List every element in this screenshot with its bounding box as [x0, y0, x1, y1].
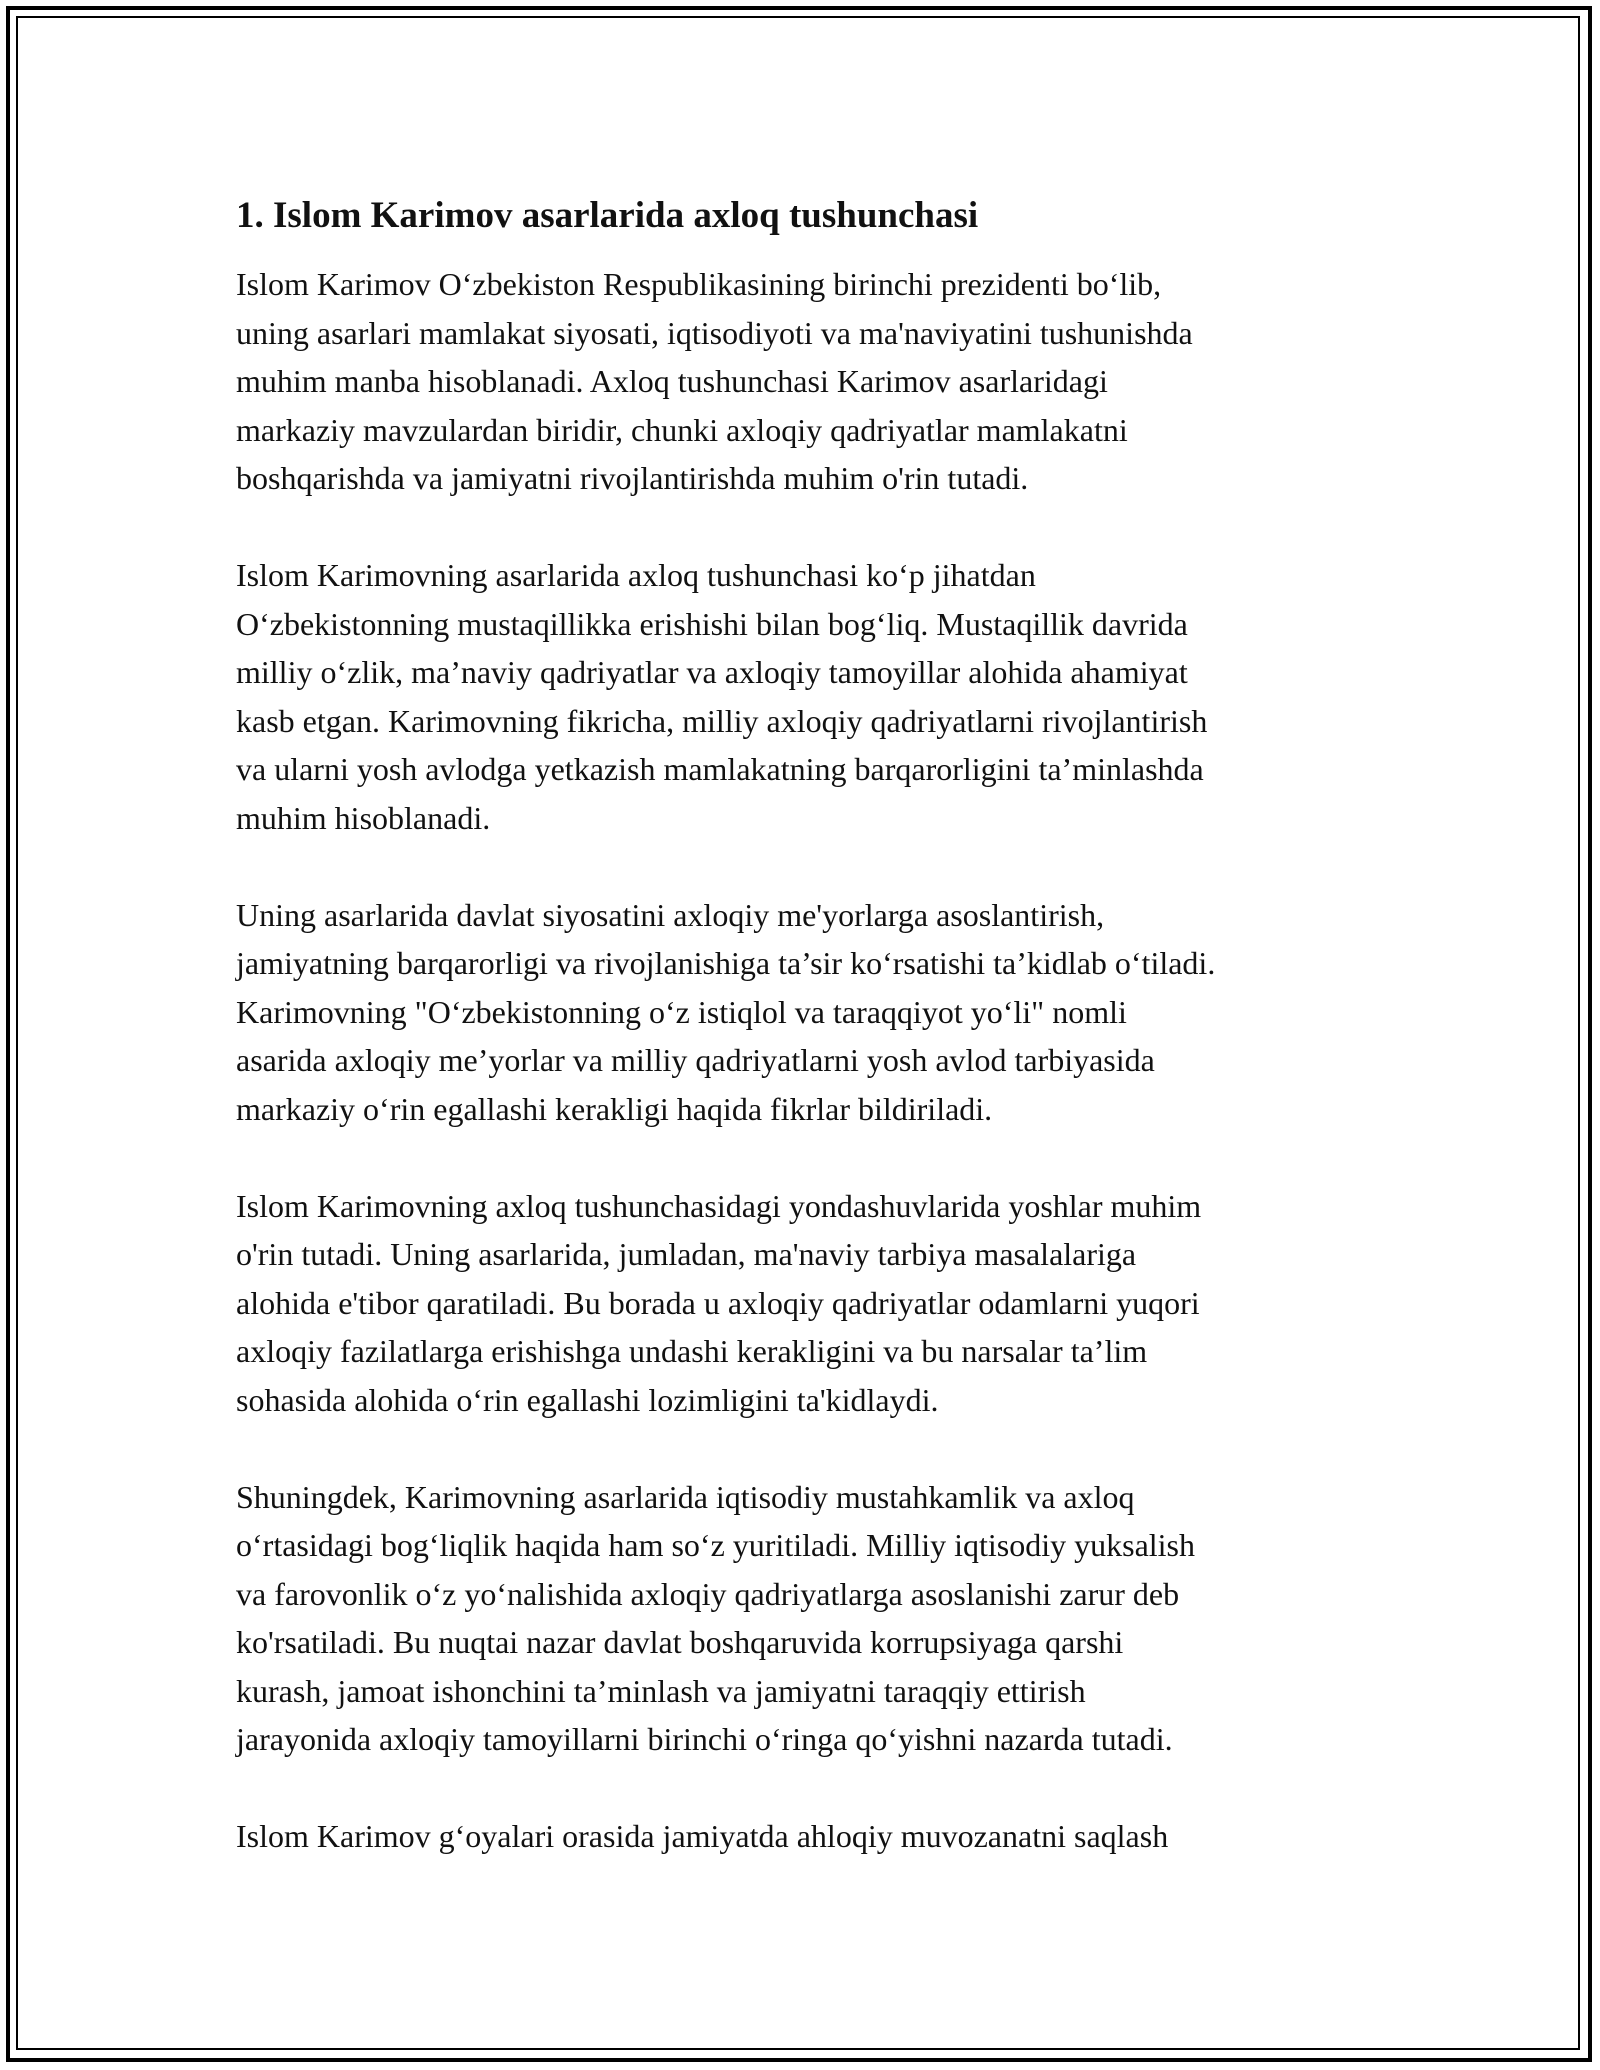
text-line: asarida axloqiy me’yorlar va milliy qadriyatlarni yosh avlod tarbiyasida	[236, 1042, 1155, 1078]
text-line: Shuningdek, Karimovning asarlarida iqtisodiy mustahkamlik va axloq	[236, 1478, 1135, 1515]
section-heading: 1. Islom Karimov asarlarida axloq tushunchasi	[236, 195, 979, 236]
text-line: Islom Karimov O‘zbekiston Respublikasining birinchi prezidenti bo‘lib,	[236, 266, 1162, 302]
text-line: markaziy mavzulardan biridir, chunki axloqiy qadriyatlar mamlakatni	[236, 411, 1128, 448]
text-line: Islom Karimovning asarlarida axloq tushunchasi ko‘p jihatdan	[236, 557, 1036, 593]
text-line: O‘zbekistonning mustaqillikka erishishi bilan bog‘liq. Mustaqillik davrida	[236, 605, 1188, 642]
text-line: Uning asarlarida davlat siyosatini axloqiy me'yorlarga asoslantirish,	[236, 896, 1105, 933]
paragraph-5	[236, 1473, 1376, 1764]
paragraph-6	[236, 1812, 1376, 1861]
text-line: alohida e'tibor qaratiladi. Bu borada u axloqiy qadriyatlar odamlarni yuqori	[236, 1284, 1200, 1321]
text-line: o'rin tutadi. Uning asarlarida, jumladan, ma'naviy tarbiya masalalariga	[236, 1236, 1137, 1272]
text-line: sohasida alohida o‘rin egallashi lozimligini ta'kidlaydi.	[236, 1381, 939, 1418]
paragraph-4	[236, 1182, 1376, 1425]
text-line: markaziy o‘rin egallashi kerakligi haqida fikrlar bildiriladi.	[236, 1090, 993, 1127]
text-line: va ularni yosh avlodga yetkazish mamlakatning barqarorligini ta’minlashda	[236, 751, 1204, 787]
text-line: Islom Karimovning axloq tushunchasidagi yondashuvlarida yoshlar muhim	[236, 1187, 1202, 1224]
text-line: milliy o‘zlik, ma’naviy qadriyatlar va axloqiy tamoyillar alohida ahamiyat	[236, 654, 1188, 690]
text-line: axloqiy fazilatlarga erishishga undashi kerakligini va bu narsalar ta’lim	[236, 1333, 1148, 1369]
text-line: va farovonlik o‘z yo‘nalishida axloqiy qadriyatlarga asoslanishi zarur deb	[236, 1575, 1180, 1612]
text-line: kurash, jamoat ishonchini ta’minlash va jamiyatni taraqqiy ettirish	[236, 1672, 1086, 1709]
text-line: kasb etgan. Karimovning fikricha, milliy axloqiy qadriyatlarni rivojlantirish	[236, 702, 1208, 739]
text-line: o‘rtasidagi bog‘liqlik haqida ham so‘z yuritiladi. Milliy iqtisodiy yuksalish	[236, 1527, 1195, 1563]
text-line: Karimovning "O‘zbekistonning o‘z istiqlol va taraqqiyot yo‘li" nomli	[236, 993, 1127, 1030]
text-line: uning asarlari mamlakat siyosati, iqtisodiyoti va ma'naviyatini tushunishda	[236, 314, 1193, 351]
paragraph-2	[236, 551, 1376, 842]
paragraph-1	[236, 260, 1376, 503]
document-body	[236, 190, 1376, 1909]
text-line: muhim manba hisoblanadi. Axloq tushunchasi Karimov asarlaridagi	[236, 363, 1108, 399]
text-line: boshqarishda va jamiyatni rivojlantirishda muhim o'rin tutadi.	[236, 460, 1029, 496]
text-line: ko'rsatiladi. Bu nuqtai nazar davlat boshqaruvida korrupsiyaga qarshi	[236, 1624, 1124, 1660]
paragraph-3	[236, 891, 1376, 1134]
text-line: muhim hisoblanadi.	[236, 799, 491, 836]
text-line: jarayonida axloqiy tamoyillarni birinchi o‘ringa qo‘yishni nazarda tutadi.	[236, 1721, 1173, 1757]
text-line: jamiyatning barqarorligi va rivojlanishiga ta’sir ko‘rsatishi ta’kidlab o‘tiladi.	[236, 945, 1216, 981]
text-line: Islom Karimov g‘oyalari orasida jamiyatda ahloqiy muvozanatni saqlash	[236, 1818, 1169, 1854]
